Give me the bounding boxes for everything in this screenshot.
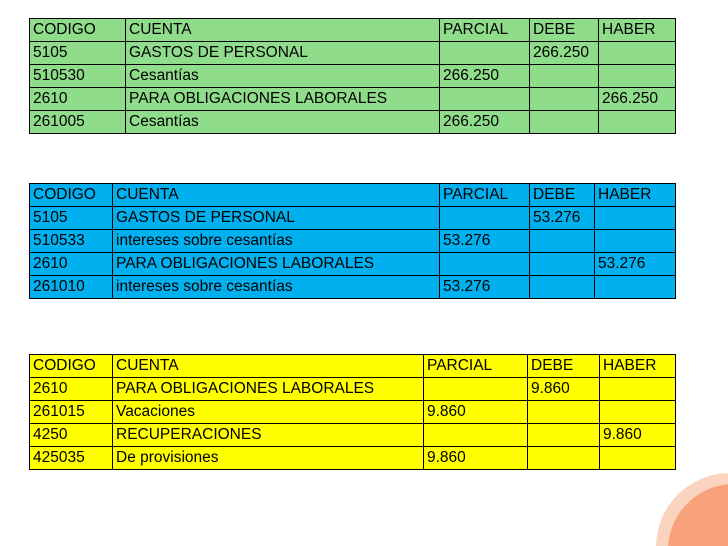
cell-cuenta: Cesantías: [126, 111, 440, 134]
table-row: [30, 207, 676, 230]
cell-haber: 9.860: [600, 424, 676, 447]
table-row: [30, 111, 676, 134]
table-row: [30, 65, 676, 88]
header-cuenta: CUENTA: [113, 355, 424, 378]
cell-debe: 53.276: [530, 207, 595, 230]
table-row: [30, 447, 676, 470]
cell-debe: [530, 276, 595, 299]
ledger-table-vacations-recoveries: [29, 354, 676, 470]
header-cuenta: CUENTA: [113, 184, 440, 207]
cell-parcial: [440, 42, 530, 65]
cell-codigo: 5105: [30, 42, 126, 65]
cell-cuenta: Cesantías: [126, 65, 440, 88]
cell-codigo: 5105: [30, 207, 113, 230]
cell-debe: [530, 111, 599, 134]
table-header-row: [30, 184, 676, 207]
cell-cuenta: PARA OBLIGACIONES LABORALES: [126, 88, 440, 111]
table-row: [30, 378, 676, 401]
circle-decoration-icon: [638, 446, 728, 546]
cell-parcial: [424, 378, 528, 401]
table-row: [30, 253, 676, 276]
cell-parcial: 53.276: [440, 276, 530, 299]
table-header-row: [30, 19, 676, 42]
header-debe: DEBE: [530, 184, 595, 207]
table-row: [30, 424, 676, 447]
cell-haber: 266.250: [599, 88, 676, 111]
table-row: [30, 276, 676, 299]
header-codigo: CODIGO: [30, 355, 113, 378]
cell-parcial: [440, 88, 530, 111]
cell-haber: [595, 276, 676, 299]
cell-parcial: 53.276: [440, 230, 530, 253]
header-parcial: PARCIAL: [440, 19, 530, 42]
header-cuenta: CUENTA: [126, 19, 440, 42]
cell-codigo: 2610: [30, 378, 113, 401]
table-row: [30, 42, 676, 65]
decorative-corner-circle: [638, 446, 728, 546]
cell-parcial: [424, 424, 528, 447]
table-header-row: [30, 355, 676, 378]
cell-debe: [528, 447, 600, 470]
cell-codigo: 261005: [30, 111, 126, 134]
cell-debe: 266.250: [530, 42, 599, 65]
cell-debe: [530, 65, 599, 88]
header-parcial: PARCIAL: [440, 184, 530, 207]
cell-debe: [528, 424, 600, 447]
cell-cuenta: GASTOS DE PERSONAL: [126, 42, 440, 65]
header-parcial: PARCIAL: [424, 355, 528, 378]
cell-cuenta: Vacaciones: [113, 401, 424, 424]
cell-parcial: [440, 253, 530, 276]
cell-parcial: 266.250: [440, 65, 530, 88]
cell-haber: [599, 111, 676, 134]
cell-debe: [530, 88, 599, 111]
cell-codigo: 510533: [30, 230, 113, 253]
header-debe: DEBE: [528, 355, 600, 378]
cell-cuenta: intereses sobre cesantías: [113, 230, 440, 253]
cell-parcial: 9.860: [424, 401, 528, 424]
cell-cuenta: PARA OBLIGACIONES LABORALES: [113, 378, 424, 401]
cell-parcial: 266.250: [440, 111, 530, 134]
table-row: [30, 401, 676, 424]
cell-codigo: 2610: [30, 253, 113, 276]
header-codigo: CODIGO: [30, 184, 113, 207]
cell-codigo: 510530: [30, 65, 126, 88]
cell-codigo: 425035: [30, 447, 113, 470]
table-row: [30, 230, 676, 253]
cell-cuenta: RECUPERACIONES: [113, 424, 424, 447]
header-codigo: CODIGO: [30, 19, 126, 42]
cell-haber: 53.276: [595, 253, 676, 276]
cell-haber: [600, 401, 676, 424]
ledger-table-interest-on-severance: [29, 183, 676, 299]
cell-haber: [599, 65, 676, 88]
cell-codigo: 2610: [30, 88, 126, 111]
cell-haber: [595, 230, 676, 253]
cell-debe: [528, 401, 600, 424]
cell-debe: 9.860: [528, 378, 600, 401]
cell-haber: [595, 207, 676, 230]
cell-debe: [530, 230, 595, 253]
ledger-table-personal-expenses: [29, 18, 676, 134]
cell-codigo: 4250: [30, 424, 113, 447]
table-row: [30, 88, 676, 111]
cell-cuenta: De provisiones: [113, 447, 424, 470]
header-haber: HABER: [595, 184, 676, 207]
cell-debe: [530, 253, 595, 276]
cell-cuenta: PARA OBLIGACIONES LABORALES: [113, 253, 440, 276]
cell-haber: [600, 378, 676, 401]
cell-parcial: 9.860: [424, 447, 528, 470]
cell-cuenta: GASTOS DE PERSONAL: [113, 207, 440, 230]
header-haber: HABER: [599, 19, 676, 42]
cell-haber: [599, 42, 676, 65]
cell-cuenta: intereses sobre cesantías: [113, 276, 440, 299]
cell-codigo: 261015: [30, 401, 113, 424]
header-debe: DEBE: [530, 19, 599, 42]
header-haber: HABER: [600, 355, 676, 378]
cell-codigo: 261010: [30, 276, 113, 299]
cell-parcial: [440, 207, 530, 230]
